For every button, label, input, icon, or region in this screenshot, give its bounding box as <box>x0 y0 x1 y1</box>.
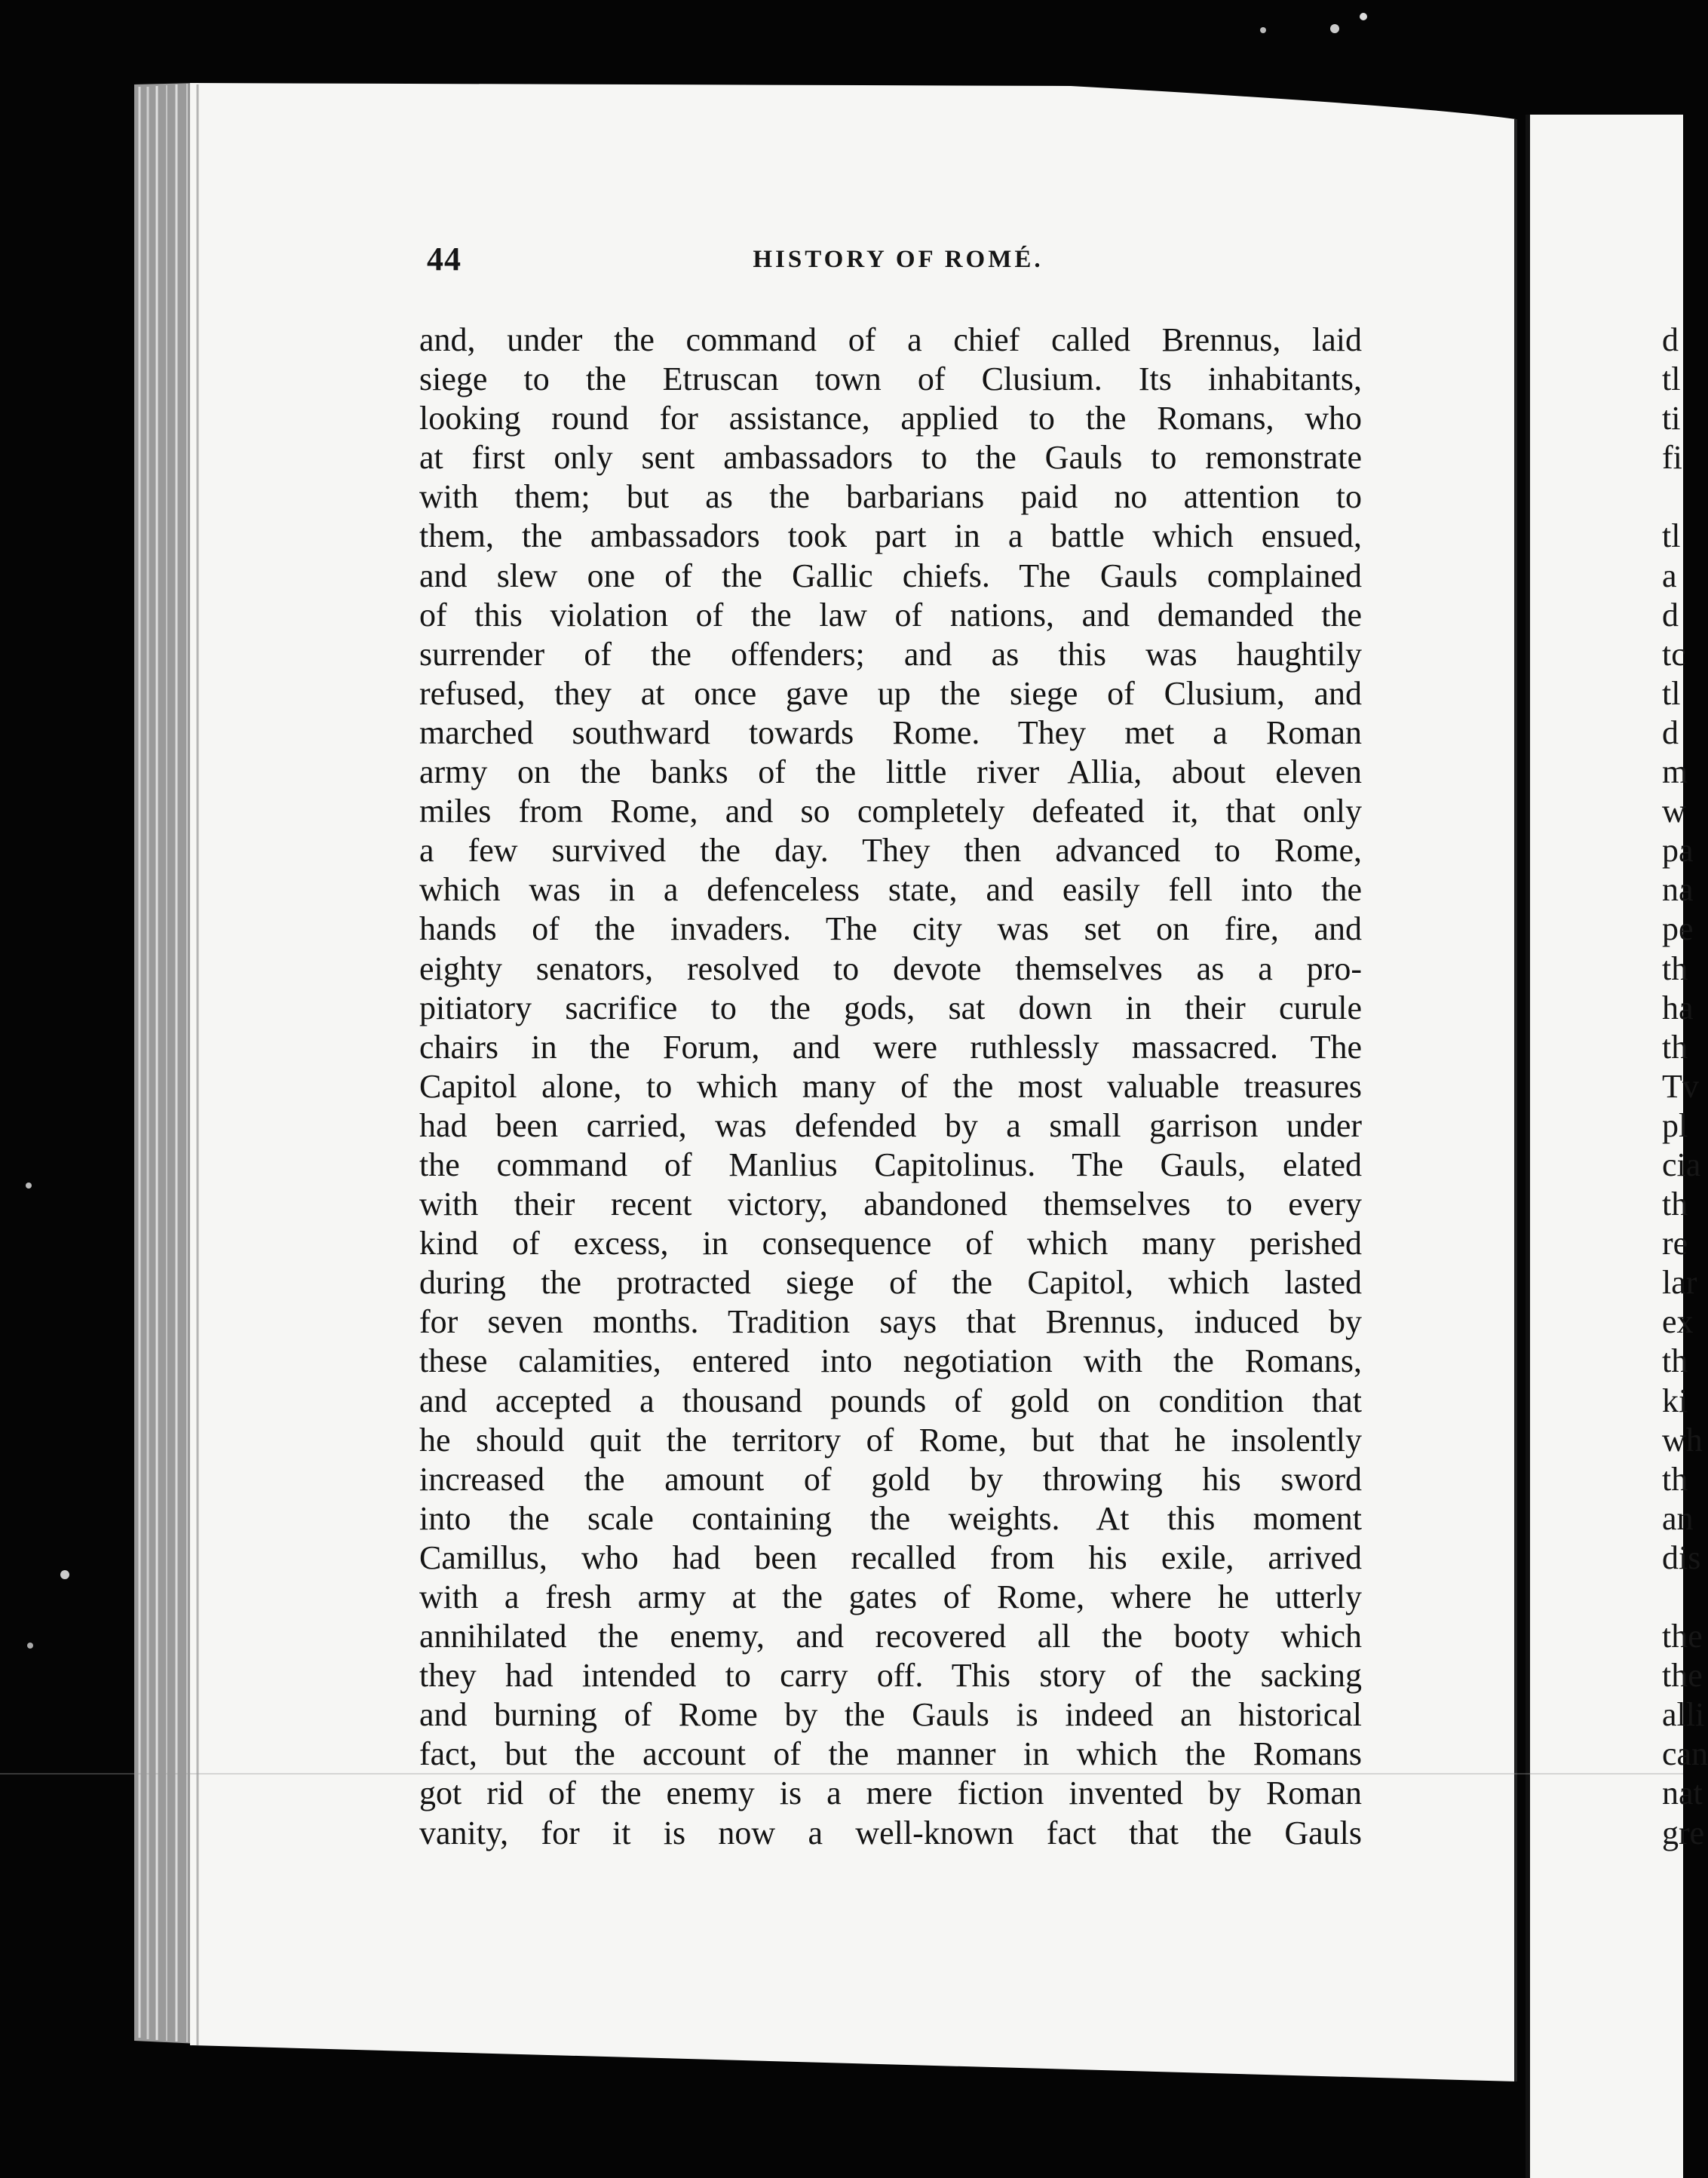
page-number: 44 <box>427 241 461 278</box>
text-line: he should quit the territory of Rome, but that he insolently <box>419 1421 1362 1459</box>
next-page-fragment: tl <box>1662 360 1681 398</box>
text-line: with their recent victory, abandoned themselves to every <box>419 1186 1362 1223</box>
next-page-fragment: ti <box>1662 400 1681 437</box>
next-page-fragment: can <box>1662 1735 1708 1773</box>
next-page-fragment: th <box>1662 1460 1688 1498</box>
next-page-fragment: a <box>1662 557 1677 594</box>
text-line: kind of excess, in consequence of which many perished <box>419 1225 1362 1262</box>
text-line: these calamities, entered into negotiation with the Romans, <box>419 1342 1362 1380</box>
next-page-fragment <box>1662 1578 1683 1617</box>
next-page-fragment: alli <box>1662 1696 1705 1734</box>
text-line: marched southward towards Rome. They met a Roman <box>419 713 1362 751</box>
next-page-fragment: an <box>1662 1499 1694 1537</box>
text-line: into the scale containing the weights. At this moment <box>419 1499 1362 1537</box>
text-line: a few survived the day. They then advanced to Rome, <box>419 832 1362 870</box>
next-page-fragment: tc <box>1662 635 1686 673</box>
text-line: with a fresh army at the gates of Rome, where he utterly <box>419 1578 1362 1615</box>
next-page-fragment: d <box>1662 713 1679 751</box>
running-head: HISTORY OF ROMÉ. <box>753 246 1044 273</box>
text-line: chairs in the Forum, and were ruthlessly massacred. The <box>419 1028 1362 1066</box>
body-text <box>419 321 1362 1853</box>
next-page-fragments <box>1662 321 1708 1853</box>
next-page-fragment: ex <box>1662 1303 1694 1341</box>
text-line: of this violation of the law of nations, and demanded the <box>419 596 1362 633</box>
next-page-fragment: wh <box>1662 1421 1703 1459</box>
text-line: and burning of Rome by the Gauls is indeed an historical <box>419 1696 1362 1734</box>
next-page-fragment: Tv <box>1662 1067 1699 1105</box>
next-page-fragment: th <box>1662 1342 1688 1380</box>
next-page-fragment: pe <box>1662 910 1694 948</box>
next-page-fragment: ki <box>1662 1382 1688 1419</box>
text-line: pitiatory sacrifice to the gods, sat down in their curule <box>419 989 1362 1026</box>
text-line: looking round for assistance, applied to the Romans, who <box>419 400 1362 437</box>
next-page-fragment: the <box>1662 1657 1703 1695</box>
text-line: during the protracted siege of the Capitol, which lasted <box>419 1264 1362 1302</box>
next-page-fragment: lar <box>1662 1264 1697 1302</box>
next-page-fragment: tl <box>1662 674 1681 712</box>
text-line: and slew one of the Gallic chiefs. The Gauls complained <box>419 557 1362 594</box>
next-page-fragment: dis <box>1662 1538 1701 1576</box>
text-line: miles from Rome, and so completely defeated it, that only <box>419 793 1362 830</box>
page-header <box>427 240 1369 285</box>
text-line: annihilated the enemy, and recovered all the booty which <box>419 1618 1362 1655</box>
next-page-fragment: pl <box>1662 1106 1688 1144</box>
next-page-fragment: na <box>1662 871 1694 909</box>
next-page-fragment: w <box>1662 793 1686 830</box>
text-line: had been carried, was defended by a small garrison under <box>419 1106 1362 1144</box>
next-page-fragment: re <box>1662 1225 1688 1262</box>
next-page-fragment: fi <box>1662 439 1682 477</box>
text-line: army on the banks of the little river Allia, about eleven <box>419 753 1362 791</box>
next-page-fragment: m <box>1662 753 1688 791</box>
next-page-fragment: ha <box>1662 989 1694 1026</box>
text-line: fact, but the account of the manner in which the Romans <box>419 1735 1362 1773</box>
text-line: surrender of the offenders; and as this was haughtily <box>419 635 1362 673</box>
text-line: eighty senators, resolved to devote themselves as a pro- <box>419 949 1362 987</box>
text-line: Camillus, who had been recalled from his exile, arrived <box>419 1538 1362 1576</box>
text-line: siege to the Etruscan town of Clusium. Its inhabitants, <box>419 360 1362 398</box>
text-line: them, the ambassadors took part in a battle which ensued, <box>419 517 1362 555</box>
next-page-fragment: th <box>1662 1028 1688 1066</box>
text-line: increased the amount of gold by throwing his sword <box>419 1460 1362 1498</box>
text-line: refused, they at once gave up the siege of Clusium, and <box>419 674 1362 712</box>
next-page-fragment: d <box>1662 596 1679 633</box>
next-page-fragment <box>1662 477 1683 517</box>
next-page-fragment: gre <box>1662 1814 1705 1851</box>
next-page-fragment: d <box>1662 321 1679 358</box>
next-page-fragment: nat <box>1662 1775 1703 1812</box>
text-line: which was in a defenceless state, and easily fell into the <box>419 871 1362 909</box>
text-line: and, under the command of a chief called Brennus, laid <box>419 321 1362 358</box>
text-line: got rid of the enemy is a mere fiction invented by Roman <box>419 1775 1362 1812</box>
text-line: the command of Manlius Capitolinus. The Gauls, elated <box>419 1146 1362 1183</box>
next-page-fragment: pa <box>1662 832 1694 870</box>
text-line: they had intended to carry off. This story of the sacking <box>419 1657 1362 1695</box>
text-line: for seven months. Tradition says that Brennus, induced by <box>419 1303 1362 1341</box>
next-page-fragment: th <box>1662 949 1688 987</box>
text-line: vanity, for it is now a well-known fact that the Gauls <box>419 1814 1362 1851</box>
next-page-fragment: tl <box>1662 517 1681 555</box>
text-line: Capitol alone, to which many of the most valuable treasures <box>419 1067 1362 1105</box>
text-line: and accepted a thousand pounds of gold on condition that <box>419 1382 1362 1419</box>
text-line: with them; but as the barbarians paid no attention to <box>419 478 1362 516</box>
next-page-fragment: th <box>1662 1186 1688 1223</box>
next-page-fragment: cia <box>1662 1146 1701 1183</box>
next-page-fragment: the <box>1662 1618 1703 1655</box>
text-line: hands of the invaders. The city was set on fire, and <box>419 910 1362 948</box>
text-line: at first only sent ambassadors to the Gauls to remonstrate <box>419 439 1362 477</box>
